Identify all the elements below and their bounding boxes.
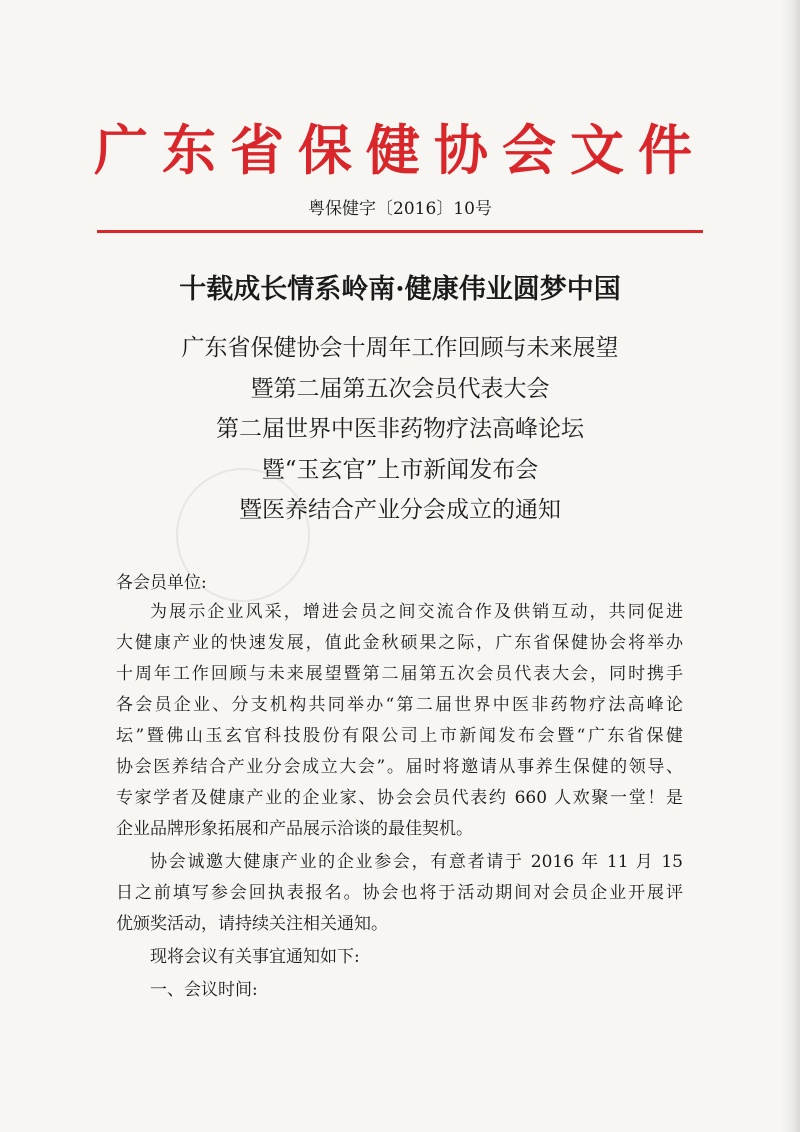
body-line: 专家学者及健康产业的企业家、协会会员代表约 660 人欢聚一堂！是 [116, 788, 683, 808]
document-number: 粤保健字〔2016〕10号 [308, 199, 492, 219]
subtitle-line: 广东省保健协会十周年工作回顾与未来展望 [181, 335, 619, 361]
body-line: 十周年工作回顾与未来展望暨第二届第五次会员代表大会，同时携手 [116, 664, 683, 684]
body-line: 优颁奖活动，请持续关注相关通知。 [116, 914, 388, 934]
body-line: 协会医养结合产业分会成立大会”。届时将邀请从事养生保健的领导、 [116, 757, 683, 777]
notice-main-title: 十载成长情系岭南·健康伟业圆梦中国 [179, 274, 621, 305]
issuer-header-title: 广东省保健协会文件 [94, 118, 706, 182]
body-line: 坛”暨佛山玉玄官科技股份有限公司上市新闻发布会暨“广东省保健 [116, 726, 683, 746]
body-line: 大健康产业的快速发展，值此金秋硕果之际，广东省保健协会将举办 [116, 633, 683, 653]
red-divider-line [97, 230, 703, 233]
body-line: 协会诚邀大健康产业的企业参会，有意者请于 2016 年 11 月 15 [150, 852, 683, 872]
notice-subtitles [0, 328, 800, 531]
salutation: 各会员单位: [116, 573, 207, 593]
subtitle-line: 暨第二届第五次会员代表大会 [250, 375, 550, 402]
section-heading-meeting-time: 一、会议时间: [150, 980, 258, 1000]
subtitle-line: 暨医养结合产业分会成立的通知 [239, 497, 561, 523]
subtitle-line: 第二届世界中医非药物疗法高峰论坛 [216, 416, 584, 442]
body-line: 日之前填写参会回执表报名。协会也将于活动期间对会员企业开展评 [116, 883, 683, 903]
body-line: 为展示企业风采，增进会员之间交流合作及供销互动，共同促进 [150, 602, 683, 622]
body-line: 现将会议有关事宜通知如下: [150, 947, 360, 967]
notice-body [116, 597, 683, 1006]
body-line: 企业品牌形象拓展和产品展示洽谈的最佳契机。 [116, 819, 473, 839]
subtitle-line: 暨“玉玄官”上市新闻发布会 [261, 456, 539, 483]
body-line: 各会员企业、分支机构共同举办“第二届世界中医非药物疗法高峰论 [116, 695, 683, 715]
